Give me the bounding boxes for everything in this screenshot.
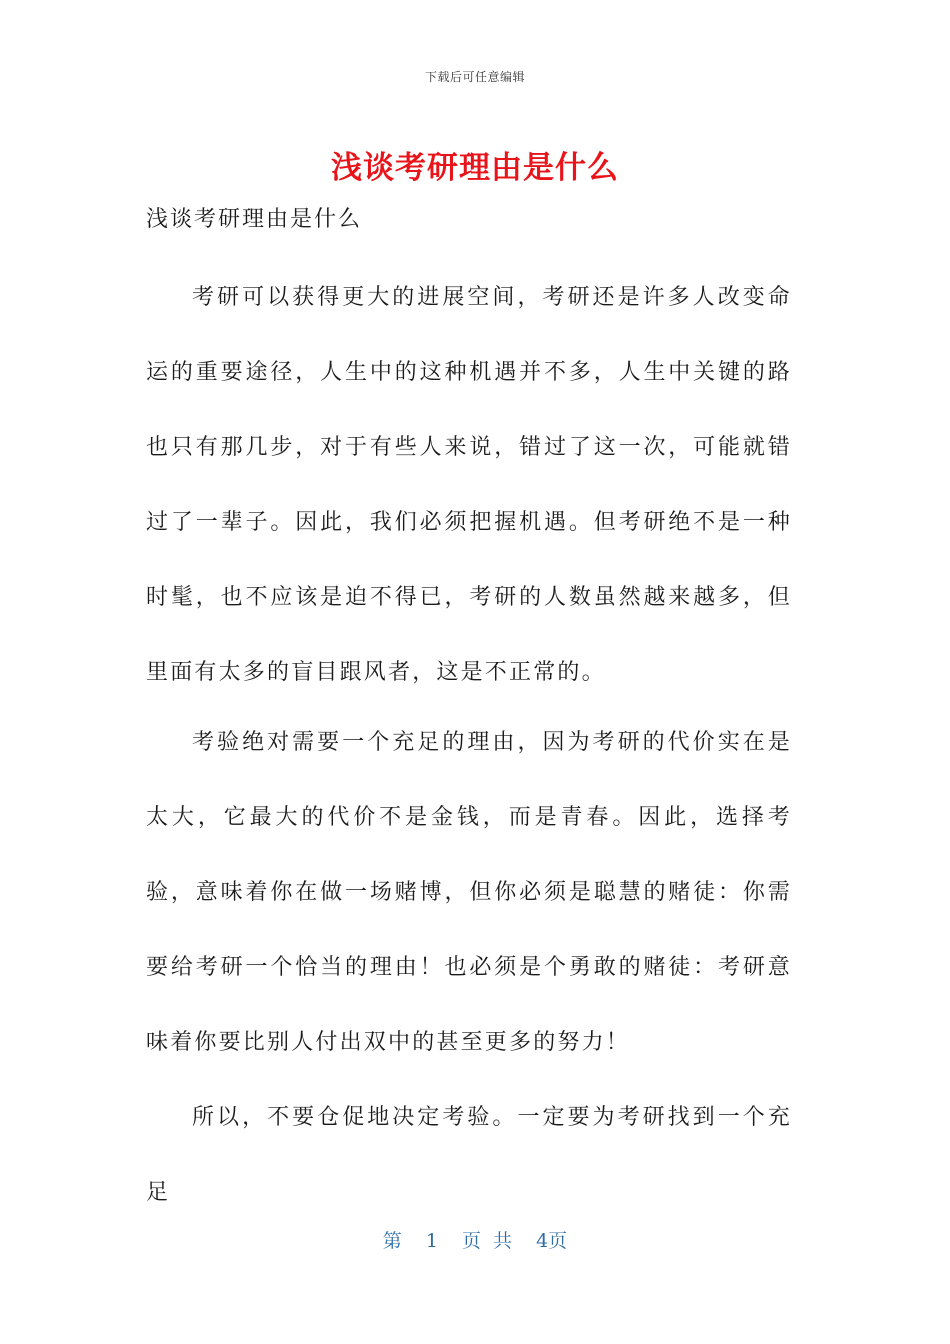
paragraph: 考验绝对需要一个充足的理由，因为考研的代价实在是太大，它最大的代价不是金钱，而是青春。因此，选择考验，意味着你在做一场赌博，但你必须是聪慧的赌徒：你需要给考研一个恰当的理由！也必须是个勇敢的赌徒：考研意味着你要比别人付出双中的甚至更多的努力！	[146, 730, 792, 1055]
paragraph: 考研可以获得更大的进展空间，考研还是许多人改变命运的重要途径，人生中的这种机遇并不多，人生中关键的路也只有那几步，对于有些人来说，错过了这一次，可能就错过了一辈子。因此，我们必须把握机遇。但考研绝不是一种时髦，也不应该是迫不得已，考研的人数虽然越来越多，但里面有太多的盲目跟风者，这是不正常的。	[146, 285, 792, 685]
page-footer	[0, 1226, 950, 1253]
footer-prefix: 第	[382, 1230, 402, 1252]
footer-middle: 页 共	[462, 1230, 513, 1252]
header-note: 下载后可任意编辑	[424, 70, 525, 84]
document-subtitle: 浅谈考研理由是什么	[146, 207, 363, 232]
document-title: 浅谈考研理由是什么	[331, 150, 619, 186]
footer-total: 4页	[536, 1230, 568, 1252]
paragraph: 所以，不要仓促地决定考验。一定要为考研找到一个充足	[146, 1105, 792, 1205]
footer-page-number: 1	[425, 1230, 438, 1252]
